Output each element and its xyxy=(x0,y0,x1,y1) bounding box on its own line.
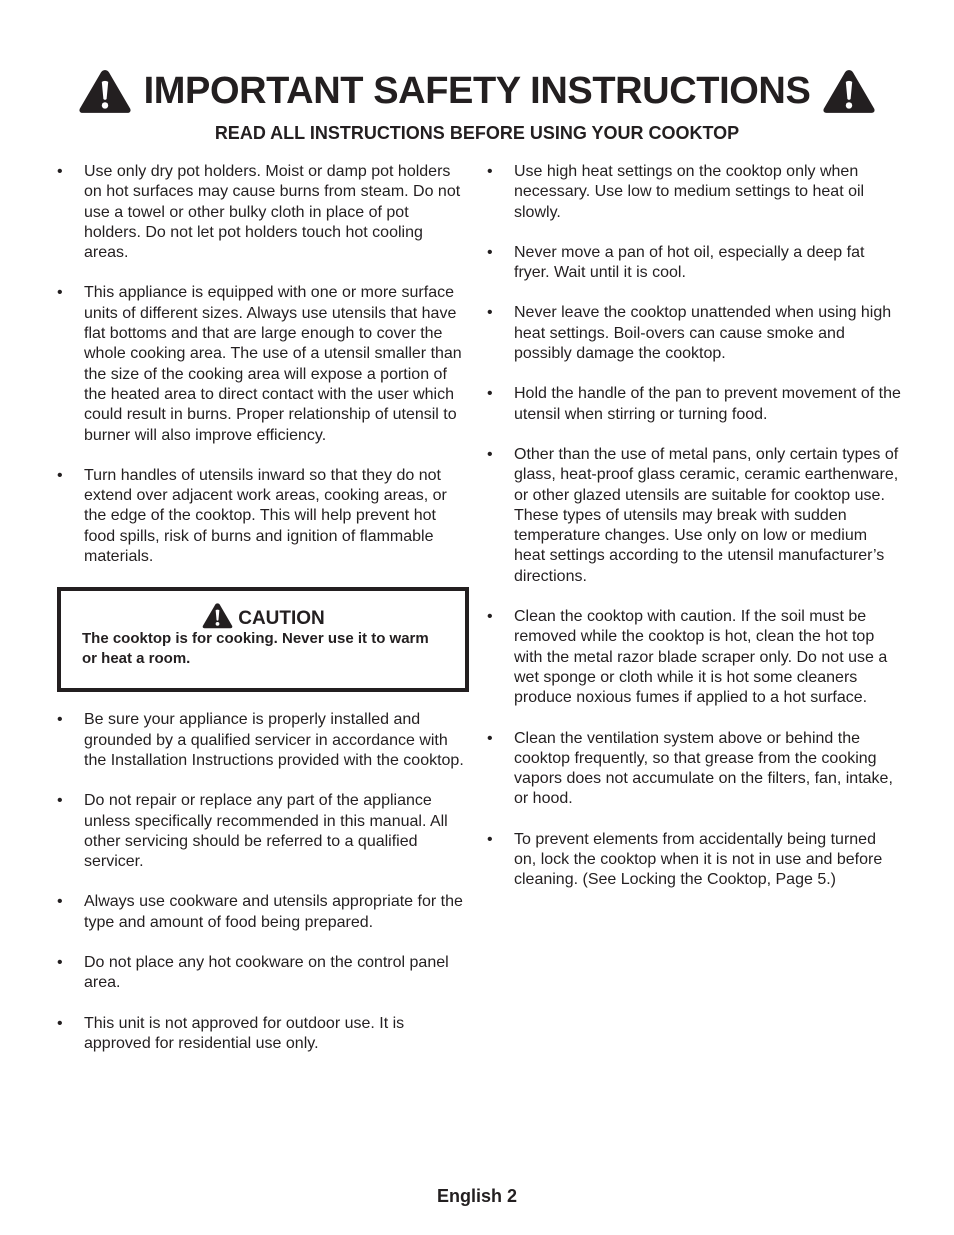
list-item-text: Clean the cooktop with caution. If the soil must be removed while the cooktop is hot, clean the hot top with the metal razor blade scraper only. Do not use a wet sponge or cloth while it is hot some cleaners produce noxious fumes if applied to a hot surface. xyxy=(514,608,888,707)
bullet-marker: • xyxy=(57,792,63,810)
bullet-marker: • xyxy=(487,608,493,626)
list-item xyxy=(487,384,901,425)
bullet-marker: • xyxy=(487,163,493,180)
list-item-text: Always use cookware and utensils appropriate for the type and amount of food being prepared. xyxy=(84,893,463,931)
list-item xyxy=(57,1014,469,1055)
list-item xyxy=(57,466,469,567)
bullet-marker: • xyxy=(487,830,493,848)
bullet-marker: • xyxy=(57,954,63,972)
warning-triangle-icon xyxy=(822,68,876,114)
list-item-text: Use high heat settings on the cooktop only when necessary. Use low to medium settings to heat oil slowly. xyxy=(514,163,865,221)
bullet-marker: • xyxy=(57,893,63,911)
bullet-marker: • xyxy=(57,1014,63,1032)
list-item-text: This appliance is equipped with one or more surface units of different sizes. Always use utensils that have flat bottoms and that are large enough to cover the whole cooking area. The use of a utensil smaller than the size of the cooking area will expose a portion of the heated area to direct contact with the user which could result in burns. Proper relationship of utensil to burner will also improve efficiency. xyxy=(84,284,462,444)
bullet-marker: • xyxy=(57,711,63,729)
list-item xyxy=(487,729,901,810)
caution-text: The cooktop is for cooking. Never use it to warm or heat a room. xyxy=(82,630,429,668)
list-item xyxy=(57,791,469,872)
list-item xyxy=(57,283,469,445)
caution-header xyxy=(82,603,445,629)
page-subtitle: READ ALL INSTRUCTIONS BEFORE USING YOUR COOKTOP xyxy=(214,123,740,143)
warning-triangle-icon xyxy=(202,602,233,629)
bullet-marker: • xyxy=(487,385,493,403)
list-item-text: Use only dry pot holders. Moist or damp pot holders on hot surfaces may cause burns from steam. Do not use a towel or other bulky cloth in place of pot holders. Do not let pot holders touch hot cooling areas. xyxy=(84,163,461,262)
list-item-text: This unit is not approved for outdoor use. It is approved for residential use only. xyxy=(84,1014,405,1052)
list-item-text: Do not place any hot cookware on the control panel area. xyxy=(84,954,449,992)
bullet-marker: • xyxy=(487,243,493,261)
page-title: IMPORTANT SAFETY INSTRUCTIONS xyxy=(143,70,811,112)
list-item xyxy=(487,243,901,284)
list-item-text: Clean the ventilation system above or behind the cooktop frequently, so that grease from the cooking vapors does not accumulate on the filters, fan, intake, or hood. xyxy=(514,729,893,808)
caution-box xyxy=(57,587,469,692)
list-item-text: Turn handles of utensils inward so that they do not extend over adjacent work areas, cooking areas, or the edge of the cooktop. This will help prevent hot food spills, risk of burns and ignition of flammable materials. xyxy=(84,466,447,566)
right-list xyxy=(487,162,901,891)
bullet-marker: • xyxy=(57,466,63,484)
caution-label: CAUTION xyxy=(238,608,325,630)
list-item xyxy=(57,892,469,933)
page-footer: English 2 xyxy=(436,1186,517,1206)
warning-triangle-icon xyxy=(78,68,132,114)
list-item-text: Never move a pan of hot oil, especially a deep fat fryer. Wait until it is cool. xyxy=(514,243,865,282)
list-item-text: Do not repair or replace any part of the appliance unless specifically recommended in this manual. All other servicing should be referred to a qualified servicer. xyxy=(84,792,448,871)
bullet-marker: • xyxy=(57,163,63,180)
list-item xyxy=(57,710,469,771)
list-item xyxy=(487,607,901,708)
bullet-marker: • xyxy=(57,284,63,302)
right-column xyxy=(487,162,901,911)
list-item xyxy=(487,162,901,223)
list-item-text: Hold the handle of the pan to prevent movement of the utensil when stirring or turning food. xyxy=(514,385,901,423)
bullet-marker: • xyxy=(487,445,493,463)
list-item-text: Other than the use of metal pans, only certain types of glass, heat-proof glass ceramic, ceramic earthenware, or other glazed utensils are suitable for cooktop use. These types of utensils may break with sudden temperature changes. Use only on low or medium heat settings according to the utensil manufacturer’s directions. xyxy=(514,445,899,585)
left-list-top xyxy=(57,162,469,567)
list-item-text: To prevent elements from accidentally being turned on, lock the cooktop when it is not in use and before cleaning. (See Locking the Cooktop, Page 5.) xyxy=(514,830,883,889)
bullet-marker: • xyxy=(487,729,493,747)
list-item-text: Never leave the cooktop unattended when using high heat settings. Boil-overs can cause smoke and possibly damage the cooktop. xyxy=(514,304,892,363)
list-item xyxy=(487,303,901,364)
list-item xyxy=(57,162,469,263)
list-item xyxy=(487,830,901,891)
list-item xyxy=(487,445,901,587)
title-row xyxy=(0,64,954,118)
left-list-bottom xyxy=(57,710,469,1054)
left-column xyxy=(57,162,469,1074)
list-item xyxy=(57,953,469,994)
list-item-text: Be sure your appliance is properly installed and grounded by a qualified servicer in accordance with the Installation Instructions provided with the cooktop. xyxy=(84,711,464,769)
bullet-marker: • xyxy=(487,304,493,322)
